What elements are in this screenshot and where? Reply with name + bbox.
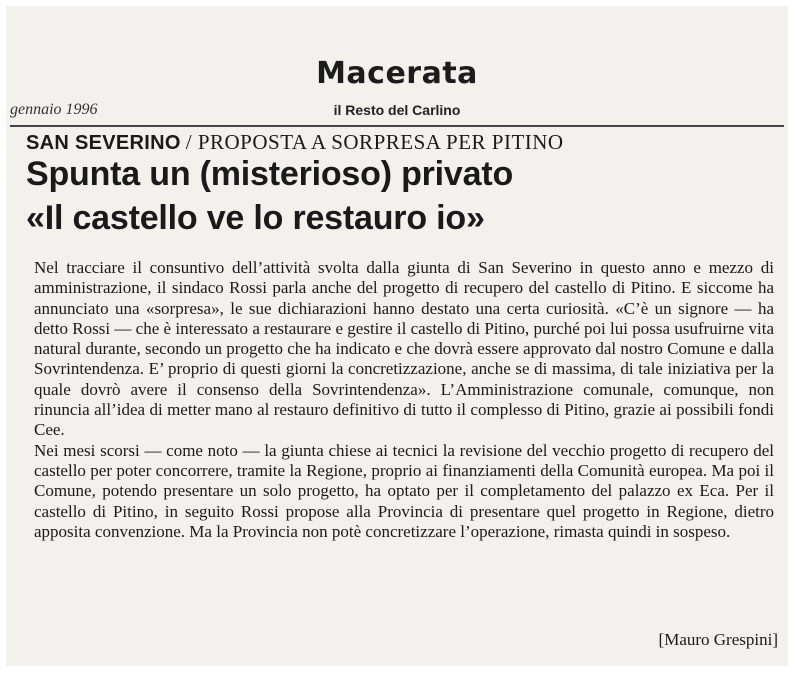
headline-line-2: «Il castello ve lo restauro io» [26, 199, 485, 237]
publication-date: gennaio 1996 [10, 101, 98, 118]
article-kicker [26, 130, 564, 155]
headline-line-1: Spunta un (misterioso) privato [26, 155, 514, 193]
newspaper-name: il Resto del Carlino [333, 102, 461, 118]
header-divider [10, 125, 784, 127]
masthead-title: Macerata [316, 56, 478, 91]
article-body [34, 258, 774, 542]
kicker-place: SAN SEVERINO [26, 132, 181, 154]
kicker-subtitle: / PROPOSTA A SORPRESA PER PITINO [185, 130, 564, 154]
newspaper-clipping [6, 6, 788, 666]
article-paragraph-1: Nel tracciare il consuntivo dell’attività svolta dalla giunta di San Severino in questo anno e mezzo di amministrazione, il sindaco Rossi parla anche del progetto di recupero del castello di Pitino. E siccome ha annunciato una «sorpresa», le sue dichiarazioni hanno destato una certa curiosità. «C’è un signore — ha detto Rossi — che è interessato a restaurare e gestire il castello di Pitino, purché poi lui possa usufruirne vita natural durante, secondo un progetto che ha indicato e che dovrà essere approvato dal nostro Comune e dalla Sovrintendenza. E’ proprio di questi giorni la concretizzazione, anche se di massima, di tale iniziativa per la quale dovrò avere il consenso della Sovrintendenza». L’Amministrazione comunale, comunque, non rinuncia all’idea di metter mano al restauro definitivo di tutto il complesso di Pitino, grazie ai possibili fondi Cee. [34, 258, 774, 440]
article-byline: [Mauro Grespini] [658, 630, 778, 649]
article-paragraph-2: Nei mesi scorsi — come noto — la giunta chiese ai tecnici la revisione del vecchio progetto di recupero del castello per poter concorrere, tramite la Regione, proprio ai finanziamenti della Comunità europea. Ma poi il Comune, potendo presentare un solo progetto, ha optato per il completamento del palazzo ex Eca. Per il castello di Pitino, in seguito Rossi propose alla Provincia di presentare quel progetto in Regione, dietro apposita convenzione. Ma la Provincia non potè concretizzare l’operazione, rimasta quindi in sospeso. [34, 440, 774, 541]
